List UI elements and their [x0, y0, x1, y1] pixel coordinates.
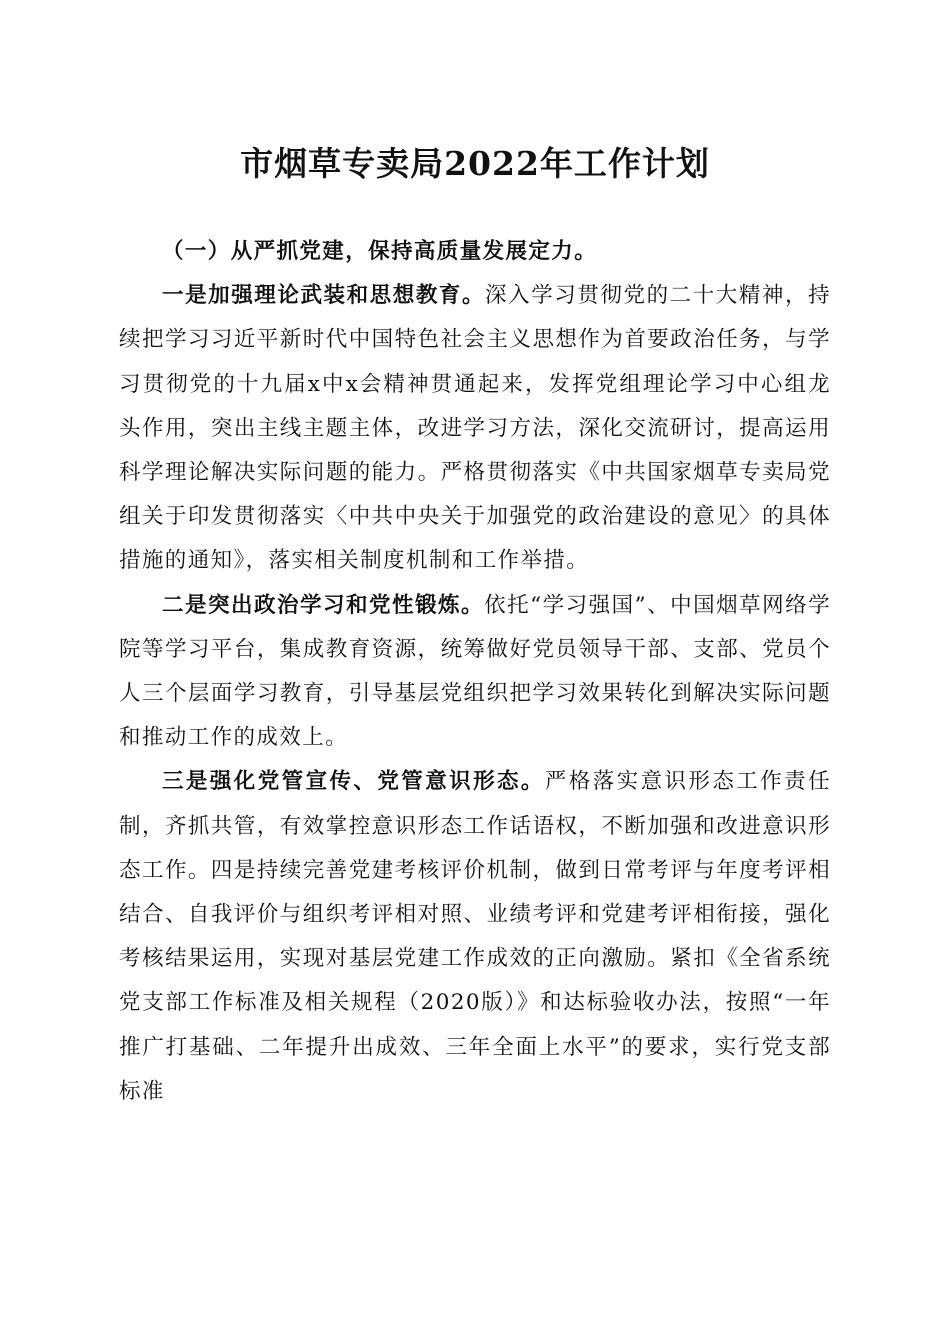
paragraph-lead: 一是加强理论武装和思想教育。 [162, 283, 486, 309]
document-body [119, 230, 831, 1114]
document-title: 市烟草专卖局2022年工作计划 [240, 144, 710, 183]
paragraph-lead: 三是强化党管宣传、党管意识形态。 [162, 769, 545, 795]
paragraph-2 [119, 584, 831, 761]
paragraph-text: 深入学习贯彻党的二十大精神，持续把学习习近平新时代中国特色社会主义思想作为首要政治任务，与学习贯彻党的十九届x中x会精神贯通起来，发挥党组理论学习中心组龙头作用，突出主线主题主体，改进学习方法，深化交流研讨，提高运用科学理论解决实际问题的能力。严格贯彻落实《中共国家烟草专卖局党组关于印发贯彻落实〈中共中央关于加强党的政治建设的意见〉的具体措施的通知》，落实相关制度机制和工作举措。 [119, 283, 831, 574]
section-heading: （一）从严抓党建，保持高质量发展定力。 [162, 239, 598, 264]
paragraph-3 [119, 760, 831, 1114]
paragraph-text: 严格落实意识形态工作责任制，齐抓共管，有效掌控意识形态工作话语权，不断加强和改进意识形态工作。四是持续完善党建考核评价机制，做到日常考评与年度考评相结合、自我评价与组织考评相对照、业绩考评和党建考评相衔接，强化考核结果运用，实现对基层党建工作成效的正向激励。紧扣《全省系统党支部工作标准及相关规程（2020版）》和达标验收办法，按照“一年推广打基础、二年提升出成效、三年全面上水平”的要求，实行党支部标准 [119, 769, 831, 1104]
paragraph-text: 依托“学习强国”、中国烟草网络学院等学习平台，集成教育资源，统筹做好党员领导干部、支部、党员个人三个层面学习教育，引导基层党组织把学习效果转化到解决实际问题和推动工作的成效上。 [119, 592, 831, 751]
paragraph-1 [119, 274, 831, 583]
paragraph-lead: 二是突出政治学习和党性锻炼。 [162, 592, 485, 618]
